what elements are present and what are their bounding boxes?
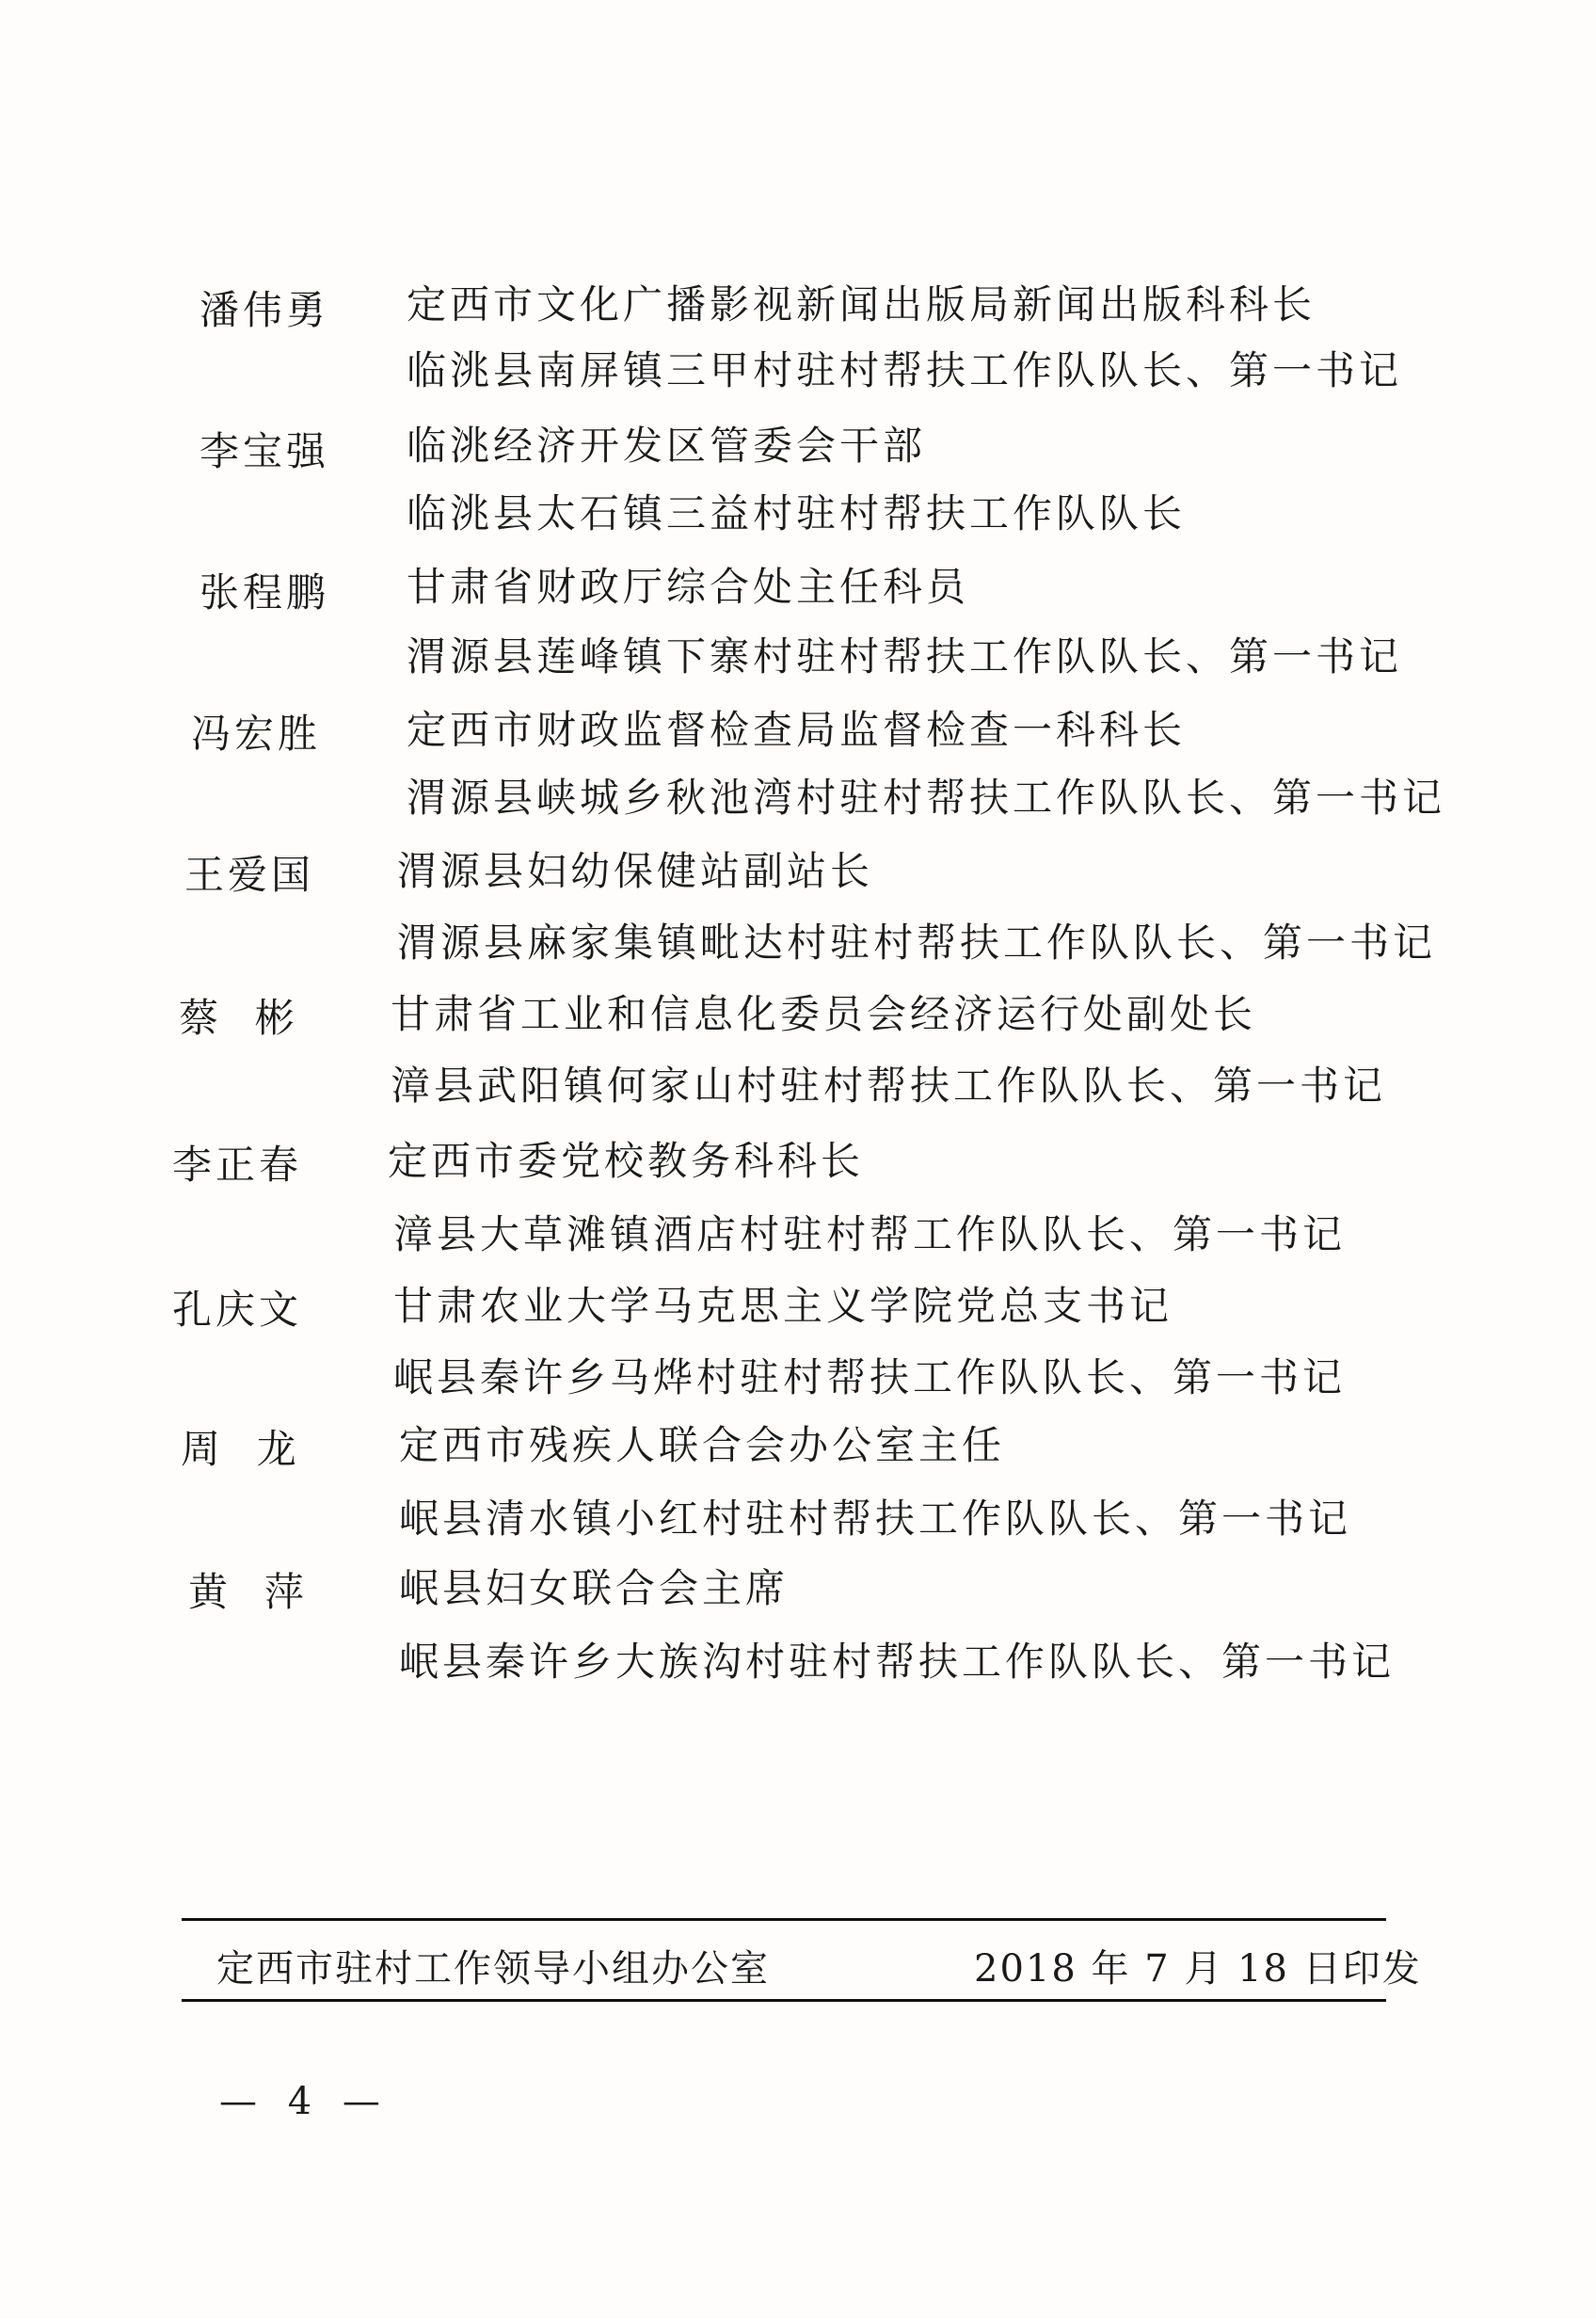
person-assignment: 岷县清水镇小红村驻村帮扶工作队队长、第一书记 — [399, 1495, 1352, 1542]
person-name: 孔庆文 — [172, 1287, 303, 1333]
issue-date: 2018 年 7 月 18 日印发 — [974, 1947, 1422, 1991]
person-position: 甘肃省财政厅综合处主任科员 — [407, 564, 970, 610]
person-position: 定西市文化广播影视新闻出版局新闻出版科科长 — [407, 281, 1317, 328]
person-name: 张程鹏 — [200, 569, 330, 616]
person-assignment: 渭源县莲峰镇下寨村驻村帮扶工作队队长、第一书记 — [407, 633, 1403, 680]
person-assignment: 临洮县太石镇三益村驻村帮扶工作队队长 — [407, 490, 1187, 536]
person-assignment: 渭源县麻家集镇毗达村驻村帮扶工作队队长、第一书记 — [397, 920, 1437, 966]
person-position: 临洮经济开发区管委会干部 — [407, 423, 927, 469]
person-assignment: 临洮县南屏镇三甲村驻村帮扶工作队队长、第一书记 — [407, 347, 1403, 393]
person-name: 李正春 — [172, 1142, 303, 1188]
issuing-organization: 定西市驻村工作领导小组办公室 — [216, 1947, 770, 1991]
person-name: 李宝强 — [200, 428, 330, 474]
person-name: 王爱国 — [184, 852, 315, 898]
person-position: 岷县妇女联合会主席 — [399, 1565, 790, 1611]
person-position: 定西市残疾人联合会办公室主任 — [399, 1422, 1006, 1468]
person-assignment: 岷县秦许乡马烨村驻村帮扶工作队队长、第一书记 — [393, 1354, 1347, 1400]
person-name: 周 龙 — [181, 1426, 300, 1472]
person-position: 甘肃省工业和信息化委员会经济运行处副处长 — [391, 991, 1257, 1037]
person-assignment: 漳县大草滩镇酒店村驻村帮工作队队长、第一书记 — [393, 1211, 1347, 1257]
person-name: 蔡 彬 — [179, 995, 298, 1041]
person-position: 甘肃农业大学马克思主义学院党总支书记 — [393, 1283, 1173, 1329]
page-number: — 4 — — [219, 2080, 390, 2123]
footer-bottom-rule — [182, 1999, 1386, 2002]
person-name: 潘伟勇 — [200, 287, 330, 333]
person-assignment: 漳县武阳镇何家山村驻村帮扶工作队队长、第一书记 — [391, 1063, 1387, 1109]
person-name: 冯宏胜 — [191, 711, 322, 757]
person-name: 黄 萍 — [188, 1569, 308, 1615]
footer-top-rule — [182, 1918, 1386, 1921]
person-position: 渭源县妇幼保健站副站长 — [397, 848, 874, 894]
person-assignment: 岷县秦许乡大族沟村驻村帮扶工作队队长、第一书记 — [399, 1639, 1396, 1685]
person-assignment: 渭源县峡城乡秋池湾村驻村帮扶工作队队长、第一书记 — [407, 775, 1446, 821]
person-position: 定西市财政监督检查局监督检查一科科长 — [407, 707, 1187, 753]
person-position: 定西市委党校教务科科长 — [388, 1138, 865, 1184]
